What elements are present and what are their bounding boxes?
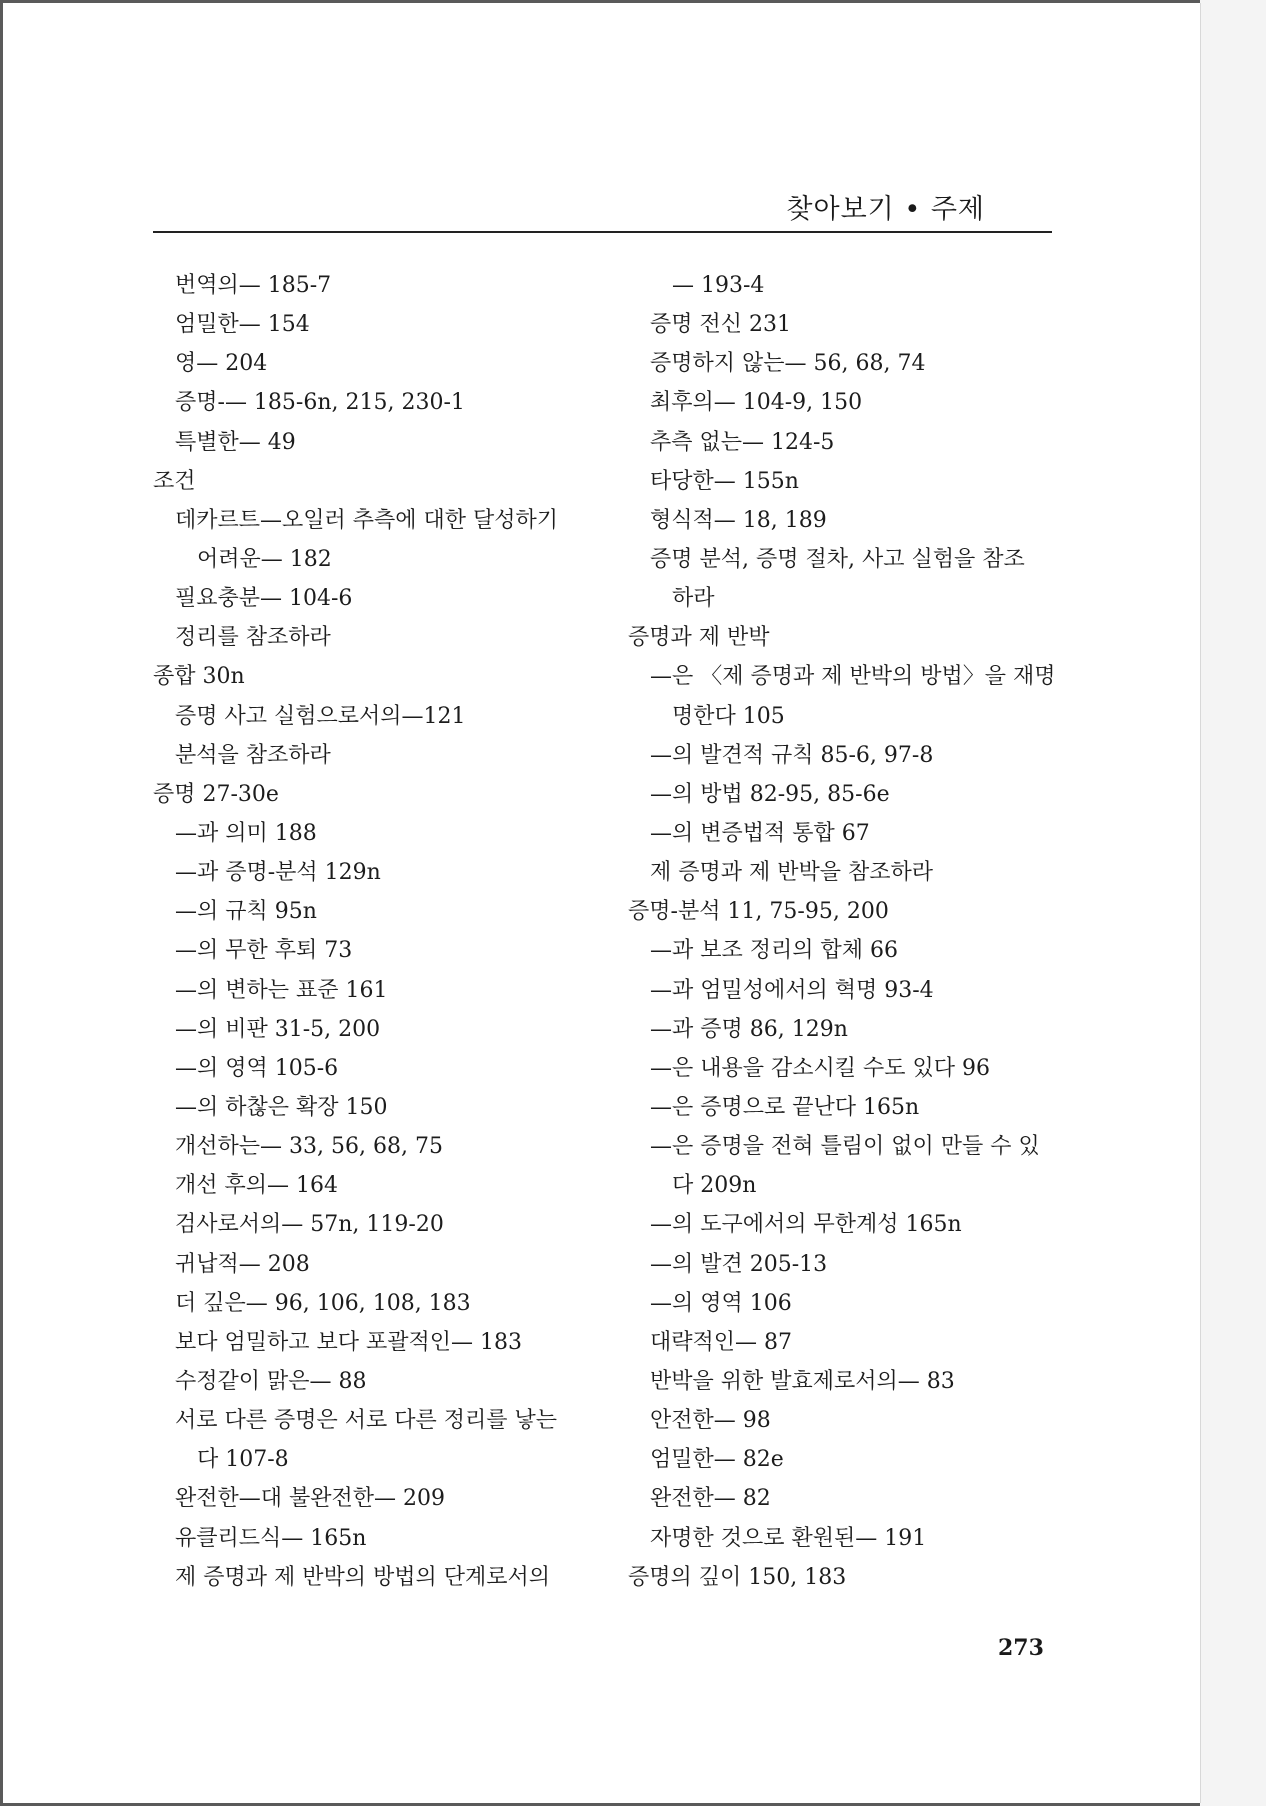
index-entry: 필요충분— 104-6 xyxy=(175,586,353,612)
viewer-margin xyxy=(1200,0,1266,1806)
index-entry: 엄밀한— 82e xyxy=(650,1447,784,1473)
index-entry: —의 비판 31-5, 200 xyxy=(175,1016,381,1042)
index-entry: —의 도구에서의 무한계성 165n xyxy=(650,1212,962,1238)
index-column-right xyxy=(628,266,1068,1597)
index-entry: 자명한 것으로 환원된— 191 xyxy=(650,1525,927,1551)
index-entry: 제 증명과 제 반박을 참조하라 xyxy=(650,860,933,886)
index-entry: 분석을 참조하라 xyxy=(175,742,331,768)
index-entry: 증명-— 185-6n, 215, 230-1 xyxy=(175,390,465,416)
index-entry: 하라 xyxy=(672,586,715,612)
index-entry: 번역의— 185-7 xyxy=(175,273,332,298)
index-entry: —의 무한 후퇴 73 xyxy=(175,938,353,964)
index-entry: —은 증명으로 끝난다 165n xyxy=(650,1094,920,1120)
index-entry: —의 영역 106 xyxy=(650,1290,792,1316)
index-entry: 증명 전신 231 xyxy=(650,312,791,338)
index-entry: 안전한— 98 xyxy=(650,1408,771,1434)
index-entry: 유클리드식— 165n xyxy=(175,1525,367,1551)
index-entry: 종합 30n xyxy=(153,664,245,690)
index-entry: 수정같이 맑은— 88 xyxy=(175,1368,367,1394)
index-entry: 반박을 위한 발효제로서의— 83 xyxy=(650,1368,955,1394)
index-entry: —의 발견적 규칙 85-6, 97-8 xyxy=(650,742,934,768)
index-entry: 완전한—대 불완전한— 209 xyxy=(175,1486,445,1512)
index-entry: —의 규칙 95n xyxy=(175,899,317,925)
index-entry: —은 증명을 전혀 틀림이 없이 만들 수 있 xyxy=(650,1134,1040,1160)
index-entry: 보다 엄밀하고 보다 포괄적인— 183 xyxy=(175,1329,522,1355)
index-entry: 영— 204 xyxy=(175,351,268,377)
index-entry: 서로 다른 증명은 서로 다른 정리를 낳는 xyxy=(175,1408,557,1434)
document-page xyxy=(3,3,1201,1803)
index-entry: 귀납적— 208 xyxy=(175,1251,310,1277)
index-entry: —의 영역 105-6 xyxy=(175,1055,339,1081)
index-column-left xyxy=(153,266,593,1597)
index-entry: —의 변하는 표준 161 xyxy=(175,977,388,1003)
index-entry: 다 107-8 xyxy=(197,1447,289,1473)
index-entry: —은 〈제 증명과 제 반박의 방법〉을 재명 xyxy=(650,664,1056,690)
index-entry: —과 증명-분석 129n xyxy=(175,860,381,886)
index-entry: 데카르트—오일러 추측에 대한 달성하기 xyxy=(175,507,559,533)
index-entry: —과 증명 86, 129n xyxy=(650,1016,848,1042)
index-entry: 증명 사고 실험으로서의—121 xyxy=(175,703,466,729)
index-entry: 형식적— 18, 189 xyxy=(650,507,827,533)
index-entry: —의 하찮은 확장 150 xyxy=(175,1094,388,1120)
index-entry: 추측 없는— 124-5 xyxy=(650,429,835,455)
index-entry: 더 깊은— 96, 106, 108, 183 xyxy=(175,1290,471,1316)
index-entry: —은 내용을 감소시킬 수도 있다 96 xyxy=(650,1055,990,1081)
index-entry: 엄밀한— 154 xyxy=(175,312,310,338)
index-entry: 증명 27-30e xyxy=(153,781,279,807)
index-entry: 정리를 참조하라 xyxy=(175,625,331,651)
index-entry: — 193-4 xyxy=(672,273,765,298)
index-entry: 증명-분석 11, 75-95, 200 xyxy=(628,899,889,925)
index-entry: —의 발견 205-13 xyxy=(650,1251,828,1277)
index-entry: 증명 분석, 증명 절차, 사고 실험을 참조 xyxy=(650,546,1025,572)
running-header: 찾아보기 • 주제 xyxy=(786,194,985,225)
index-entry: 증명과 제 반박 xyxy=(628,625,770,651)
index-entry: 최후의— 104-9, 150 xyxy=(650,390,863,416)
index-entry: 제 증명과 제 반박의 방법의 단계로서의 xyxy=(175,1564,550,1590)
index-entry: 완전한— 82 xyxy=(650,1486,771,1512)
index-entry: 조건 xyxy=(153,468,196,494)
index-entry: 명한다 105 xyxy=(672,703,785,729)
index-entry: 개선 후의— 164 xyxy=(175,1173,338,1199)
index-entry: 다 209n xyxy=(672,1173,757,1199)
index-entry: —과 의미 188 xyxy=(175,820,317,846)
index-entry: 증명의 깊이 150, 183 xyxy=(628,1564,847,1590)
index-entry: 증명하지 않는— 56, 68, 74 xyxy=(650,351,926,377)
index-entry: 개선하는— 33, 56, 68, 75 xyxy=(175,1134,443,1160)
index-entry: —과 엄밀성에서의 혁명 93-4 xyxy=(650,977,934,1003)
index-entry: —의 방법 82-95, 85-6e xyxy=(650,781,890,807)
index-entry: 특별한— 49 xyxy=(175,429,296,455)
index-entry: 검사로서의— 57n, 119-20 xyxy=(175,1212,444,1238)
index-entry: 어려운— 182 xyxy=(197,546,332,572)
header-rule xyxy=(153,231,1052,233)
index-entry: —과 보조 정리의 합체 66 xyxy=(650,938,898,964)
index-entry: —의 변증법적 통합 67 xyxy=(650,820,870,846)
index-entry: 타당한— 155n xyxy=(650,468,799,494)
page-number: 273 xyxy=(998,1635,1044,1661)
index-entry: 대략적인— 87 xyxy=(650,1329,792,1355)
